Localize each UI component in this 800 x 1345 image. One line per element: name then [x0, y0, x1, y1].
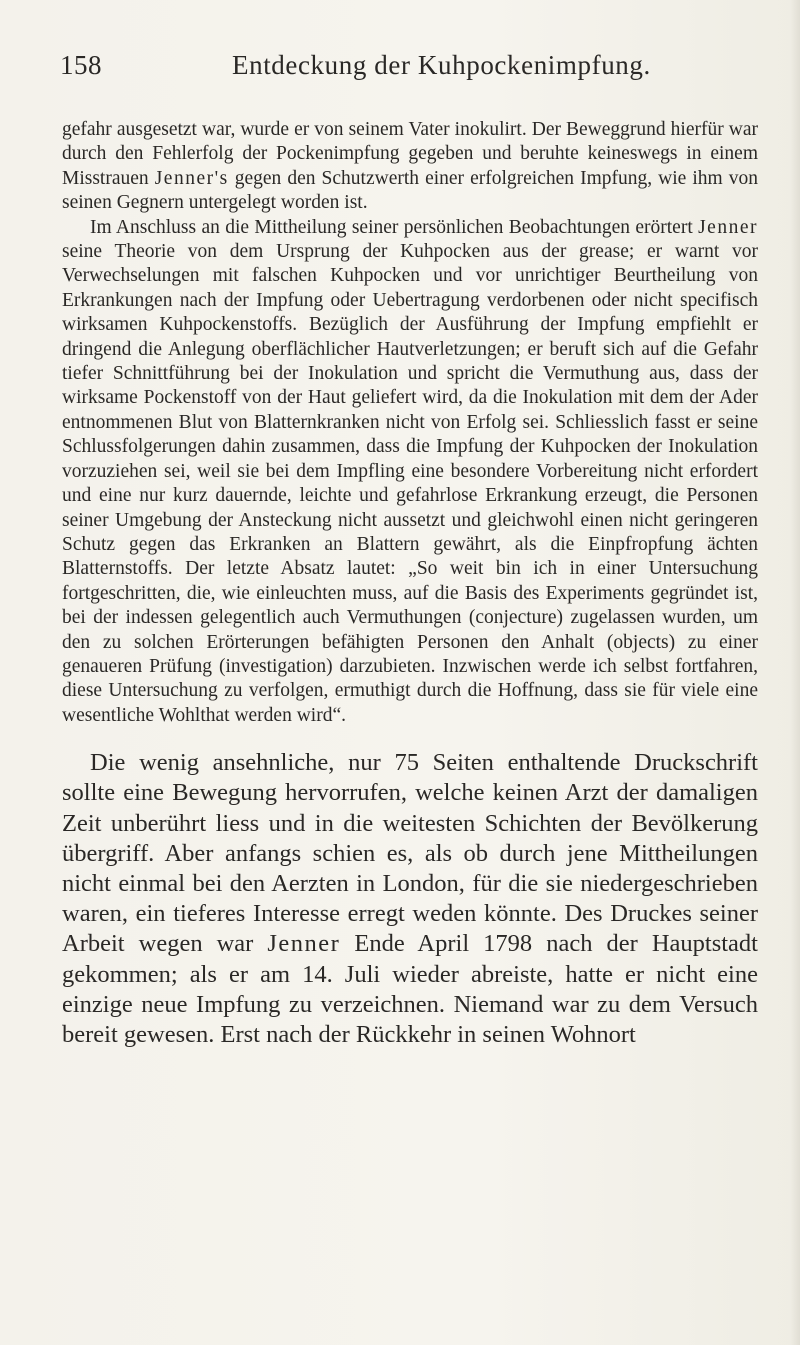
paragraph-2-text-start: Im Anschluss an die Mittheilung seiner persönlichen Beobachtungen erörtert — [90, 216, 699, 238]
page-number: 158 — [60, 50, 102, 80]
paragraph-2 — [62, 216, 758, 729]
author-name: Jenner — [267, 930, 341, 958]
large-print-section — [62, 748, 758, 1050]
small-print-section — [62, 118, 758, 728]
paragraph-2-text-end: seine Theorie von dem Ursprung der Kuhpocken aus der grease; er warnt vor Verwechselungen mit falschen Kuhpocken und vor unrichtiger Beurtheilung von Erkrankungen nach der Impfung oder Uebertragung verdorbenen oder nicht specifisch wirksamen Kuhpockenstoffs. Bezüglich der Ausführung der Impfung empfiehlt er dringend die Anlegung oberflächlicher Hautverletzungen; er beruft sich auf die Gefahr tiefer Schnittführung bei der Inokulation und spricht die Vermuthung aus, dass der wirksame Pockenstoff von der Haut geliefert wird, da die Inokulation mit dem der Ader entnommenen Blut von Blatternkranken nicht von Erfolg sei. Schliesslich fasst er seine Schlussfolgerungen dahin zusammen, dass die Impfung der Kuhpocken der Inokulation vorzuziehen sei, weil sie bei dem Impfling eine besondere Vorbereitung nicht erfordert und eine nur kurz dauernde, leichte und gefahrlose Erkrankung erzeugt, die Personen seiner Umgebung der Ansteckung nicht aussetzt und gleichwohl einen nicht geringeren Schutz gegen das Erkranken an Blattern gewährt, als die Einpfropfung ächten Blatternstoffs. Der letzte Absatz lautet: „So weit bin ich in einer Untersuchung fortgeschritten, die, wie einleuchten muss, auf die Basis des Experiments gegründet ist, bei der indessen gelegentlich auch Vermuthungen (conjecture) zugelassen wurden, um den zu solchen Erörterungen befähigten Personen den Anhalt (objects) zu einer genaueren Prüfung (investigation) darzubieten. Inzwischen werde ich selbst fortfahren, diese Untersuchung zu verfolgen, ermuthigt durch die Hoffnung, dass sie für viele eine wesentliche Wohlthat werden wird“. — [62, 241, 758, 726]
author-name: Jenner's — [154, 167, 229, 189]
paragraph-1-text-end: gegen den Schutzwerth einer erfolgreichen Impfung, wie ihm von seinen Gegnern untergelegt worden ist. — [62, 167, 758, 214]
paragraph-3 — [62, 748, 758, 1050]
paragraph-1-text-start: gefahr ausgesetzt war, wurde er von seinem Vater inokulirt. Der Beweggrund hierfür war durch den Fehlerfolg der Pockenimpfung gegeben und beruhte keineswegs in einem Misstrauen — [62, 119, 758, 189]
paragraph-1 — [62, 118, 758, 216]
author-name: Jenner — [698, 216, 758, 238]
running-title: Entdeckung der Kuhpockenimpfung. — [232, 50, 651, 80]
page-edge-shadow — [790, 0, 800, 1345]
page-header — [60, 50, 760, 90]
body-text — [62, 118, 758, 1050]
paragraph-3-text-start: Die wenig ansehnliche, nur 75 Seiten enthaltende Druckschrift sollte eine Bewegung hervorrufen, welche keinen Arzt der damaligen Zeit unberührt liess und in die weitesten Schichten der Bevölkerung übergriff. Aber anfangs schien es, als ob durch jene Mittheilungen nicht einmal bei den Aerzten in London, für die sie niedergeschrieben waren, ein tieferes Interesse erregt weden könnte. Des Druckes seiner Arbeit wegen war — [62, 749, 758, 958]
paragraph-3-text-end: Ende April 1798 nach der Hauptstadt gekommen; als er am 14. Juli wieder abreiste, hatte er nicht eine einzige neue Impfung zu verzeichnen. Niemand war zu dem Versuch bereit gewesen. Erst nach der Rückkehr in seinen Wohnort — [62, 930, 758, 1048]
